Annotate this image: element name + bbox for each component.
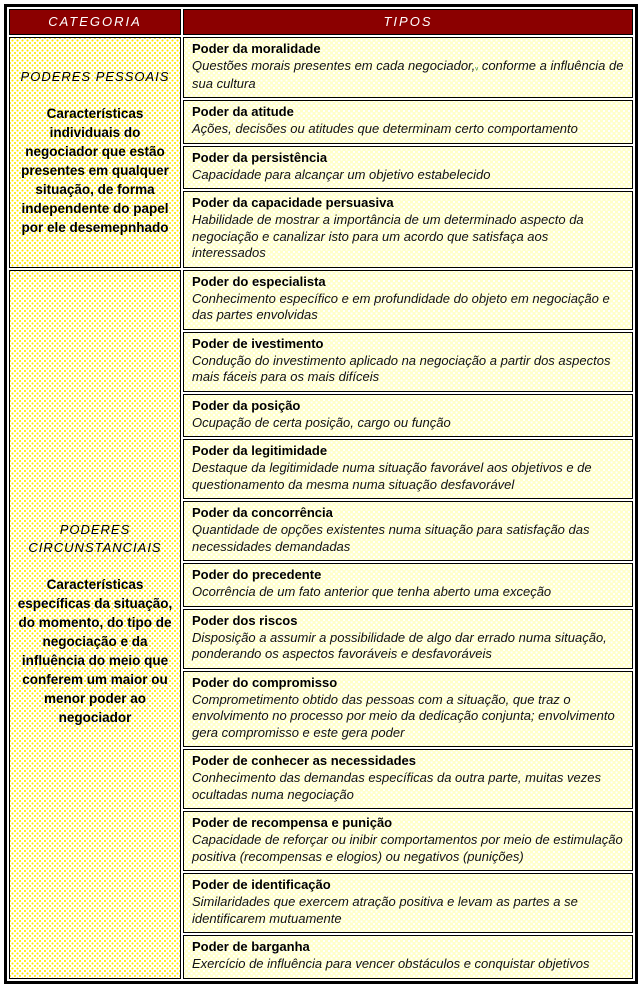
tipo-cell-identificacao (183, 873, 633, 933)
column-header-categoria: CATEGORIA (9, 9, 181, 35)
tipo-description: Exercício de influência para vencer obstáculos e conquistar objetivos (192, 956, 590, 971)
tipo-description: Capacidade para alcançar um objetivo estabelecido (192, 166, 491, 182)
tipo-title: Poder do compromisso (192, 674, 338, 690)
tipo-title: Poder da moralidade (192, 41, 321, 56)
category-description: Características individuais do negociador que estão presentes em qualquer situação, de forma independente do papel por ele desemepnhado (21, 105, 169, 235)
tipo-title: Poder da persistência (192, 149, 328, 165)
tipo-description: Conhecimento específico e em profundidade do objeto em negociação e das partes envolvidas (192, 290, 610, 322)
tipo-description (192, 58, 624, 92)
tipo-description: Habilidade de mostrar a importância de um determinado aspecto da negociação e canalizar isto para um acordo que satisfaça aos interessados (192, 212, 584, 260)
tipo-cell-compromisso (183, 671, 633, 748)
category-cell-pessoais (9, 37, 181, 268)
category-name: PODERES PESSOAIS (20, 68, 170, 84)
table-row (9, 37, 633, 98)
tipo-description: Destaque da legitimidade numa situação favorável aos objetivos e de questionamento da mesma numa situação desfavorável (192, 460, 592, 492)
tipo-cell-posicao (183, 394, 633, 438)
tipo-title: Poder dos riscos (192, 612, 298, 628)
tipo-description-text: Questões morais presentes em cada negociador, (192, 58, 476, 73)
spellcheck-mark: ᵥ (475, 62, 479, 72)
tipo-title: Poder de barganha (192, 939, 310, 954)
tipo-cell-recompensa-punicao (183, 811, 633, 871)
tipo-description: Ações, decisões ou atitudes que determinam certo comportamento (192, 121, 578, 136)
tipo-cell-capacidade-persuasiva (183, 191, 633, 268)
column-header-tipos: TIPOS (183, 9, 633, 35)
tipo-cell-especialista (183, 270, 633, 330)
tipo-description: Quantidade de opções existentes numa situação para satisfação das necessidades demandadas (192, 522, 590, 554)
tipo-description-text: conforme a influência de sua cultura (192, 58, 624, 91)
tipo-cell-ivestimento (183, 332, 633, 392)
tipo-description: Condução do investimento aplicado na negociação a partir dos aspectos mais fáceis para os mais difíceis (192, 352, 611, 384)
tipo-cell-concorrencia (183, 501, 633, 561)
tipo-title: Poder da posição (192, 397, 301, 413)
tipo-title: Poder do especialista (192, 273, 326, 289)
category-cell-circunstanciais (9, 270, 181, 979)
tipo-title: Poder de conhecer as necessidades (192, 753, 416, 768)
tipo-cell-atitude (183, 100, 633, 144)
category-description: Características específicas da situação, do momento, do tipo de negociação e da influência do meio que conferem um maior ou menor poder ao negociador (17, 577, 173, 725)
tipo-description: Similaridades que exercem atração positiva e levam as partes a se identificarem mutuamente (192, 894, 578, 926)
tipo-title: Poder da concorrência (192, 505, 333, 520)
tipo-description: Ocupação de certa posição, cargo ou função (192, 414, 451, 430)
category-name: PODERES CIRCUNSTANCIAIS (28, 522, 162, 555)
tipo-cell-legitimidade (183, 439, 633, 499)
table-row (9, 270, 633, 330)
tipo-title: Poder de identificação (192, 877, 331, 892)
tipo-description: Comprometimento obtido das pessoas com a situação, que traz o envolvimento no processo por meio da dedicação conjunta; envolvimento gera compromisso e este gera poder (192, 691, 615, 740)
tipo-description: Conhecimento das demandas específicas da outra parte, muitas vezes ocultadas numa negociação (192, 770, 602, 802)
tipo-cell-riscos (183, 609, 633, 669)
tipo-title: Poder do precedente (192, 567, 322, 582)
header-row (9, 9, 633, 35)
tipo-description: Disposição a assumir a possibilidade de algo dar errado numa situação, ponderando os aspectos favoráveis e desfavoráveis (192, 629, 607, 661)
tipo-cell-moralidade (183, 37, 633, 98)
tipo-title: Poder da legitimidade (192, 443, 328, 458)
tipo-cell-persistencia (183, 146, 633, 190)
tipo-title: Poder da atitude (192, 104, 294, 119)
tipo-description: Capacidade de reforçar ou inibir comportamentos por meio de estimulação positiva (recompensas e elogios) ou negativos (punições) (192, 832, 623, 864)
tipo-title: Poder de recompensa e punição (192, 815, 393, 830)
tipo-description: Ocorrência de um fato anterior que tenha aberto uma exceção (192, 584, 552, 599)
tipo-title: Poder de ivestimento (192, 335, 324, 351)
tipo-cell-barganha (183, 935, 633, 979)
tipo-title: Poder da capacidade persuasiva (192, 195, 394, 210)
tipo-cell-conhecer-necessidades (183, 749, 633, 809)
powers-table (4, 4, 638, 984)
tipo-cell-precedente (183, 563, 633, 607)
